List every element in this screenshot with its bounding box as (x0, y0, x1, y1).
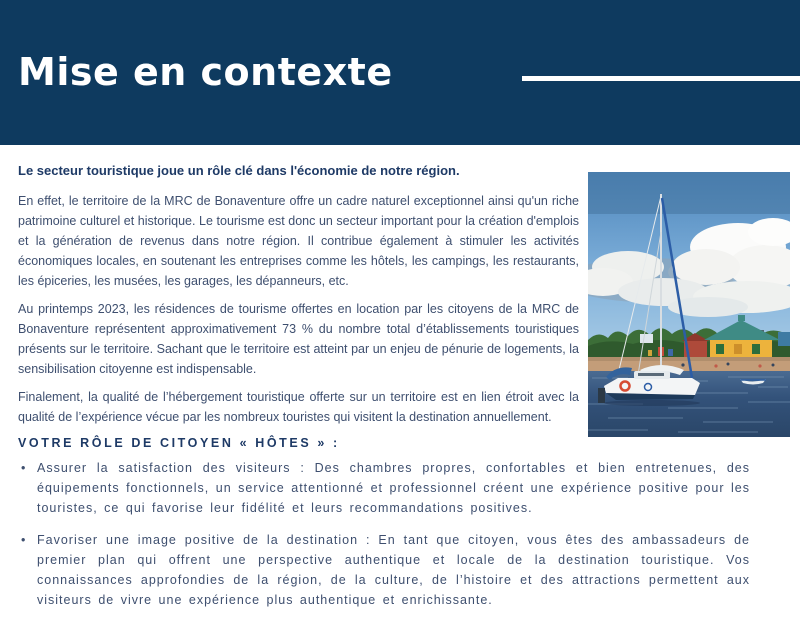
bullet-icon: • (21, 461, 26, 475)
header-band (0, 0, 800, 145)
intro-text: Le secteur touristique joue un rôle clé dans l'économie de notre région. (18, 163, 460, 178)
title-underline (522, 76, 800, 81)
sailboat-photo-graphic (588, 172, 790, 437)
bullet-item (18, 530, 750, 610)
role-heading: VOTRE RÔLE DE CITOYEN « HÔTES » : (18, 436, 340, 450)
bullet-item (18, 458, 750, 518)
bullet-list (18, 458, 750, 610)
page-title: Mise en contexte (18, 50, 393, 94)
paragraph-2: Au printemps 2023, les résidences de tourisme offertes en location par les citoyens de la MRC de Bonaventure représentent approximativement 73 % du nombre total d’établissements touristiques présents sur le territoire. Sachant que le territoire est atteint par un enjeu de pénurie de logements, la sensibilisation citoyenne est indispensable. (18, 302, 579, 376)
sailboat-photo (588, 172, 790, 437)
bullet-text: Favoriser une image positive de la destination : En tant que citoyen, vous êtes des ambassadeurs de premier plan qui offrent une perspective authentique et locale de la destination touristique. Vos connaissances approfondies de la région, de la culture, de l’histoire et des attractions permettent aux visiteurs de vivre une expérience plus authentique et enrichissante. (37, 533, 750, 607)
paragraph-3: Finalement, la qualité de l’hébergement touristique offerte sur un territoire est en lien étroit avec la qualité de l’expérience vécue par les nombreux touristes qui visitent la destination annuellement. (18, 390, 579, 424)
paragraph-1: En effet, le territoire de la MRC de Bonaventure offre un cadre naturel exceptionnel ainsi qu'un riche patrimoine culturel et historique. Le tourisme est donc un secteur important pour la création d'emplois et la génération de revenus dans notre région. Il contribue également à stimuler les activités économiques locales, en soutenant les entreprises comme les hôtels, les campings, les restaurants, les épiceries, les musées, les garages, les dépanneurs, etc. (18, 194, 579, 288)
bullet-icon: • (21, 533, 26, 547)
bullet-text: Assurer la satisfaction des visiteurs : Des chambres propres, confortables et bien entretenues, des équipements fonctionnels, un service attentionné et professionnel créent une expérience positive pour les touristes, ce qui favorise leur fidélité et leurs recommandations positives. (37, 461, 750, 515)
